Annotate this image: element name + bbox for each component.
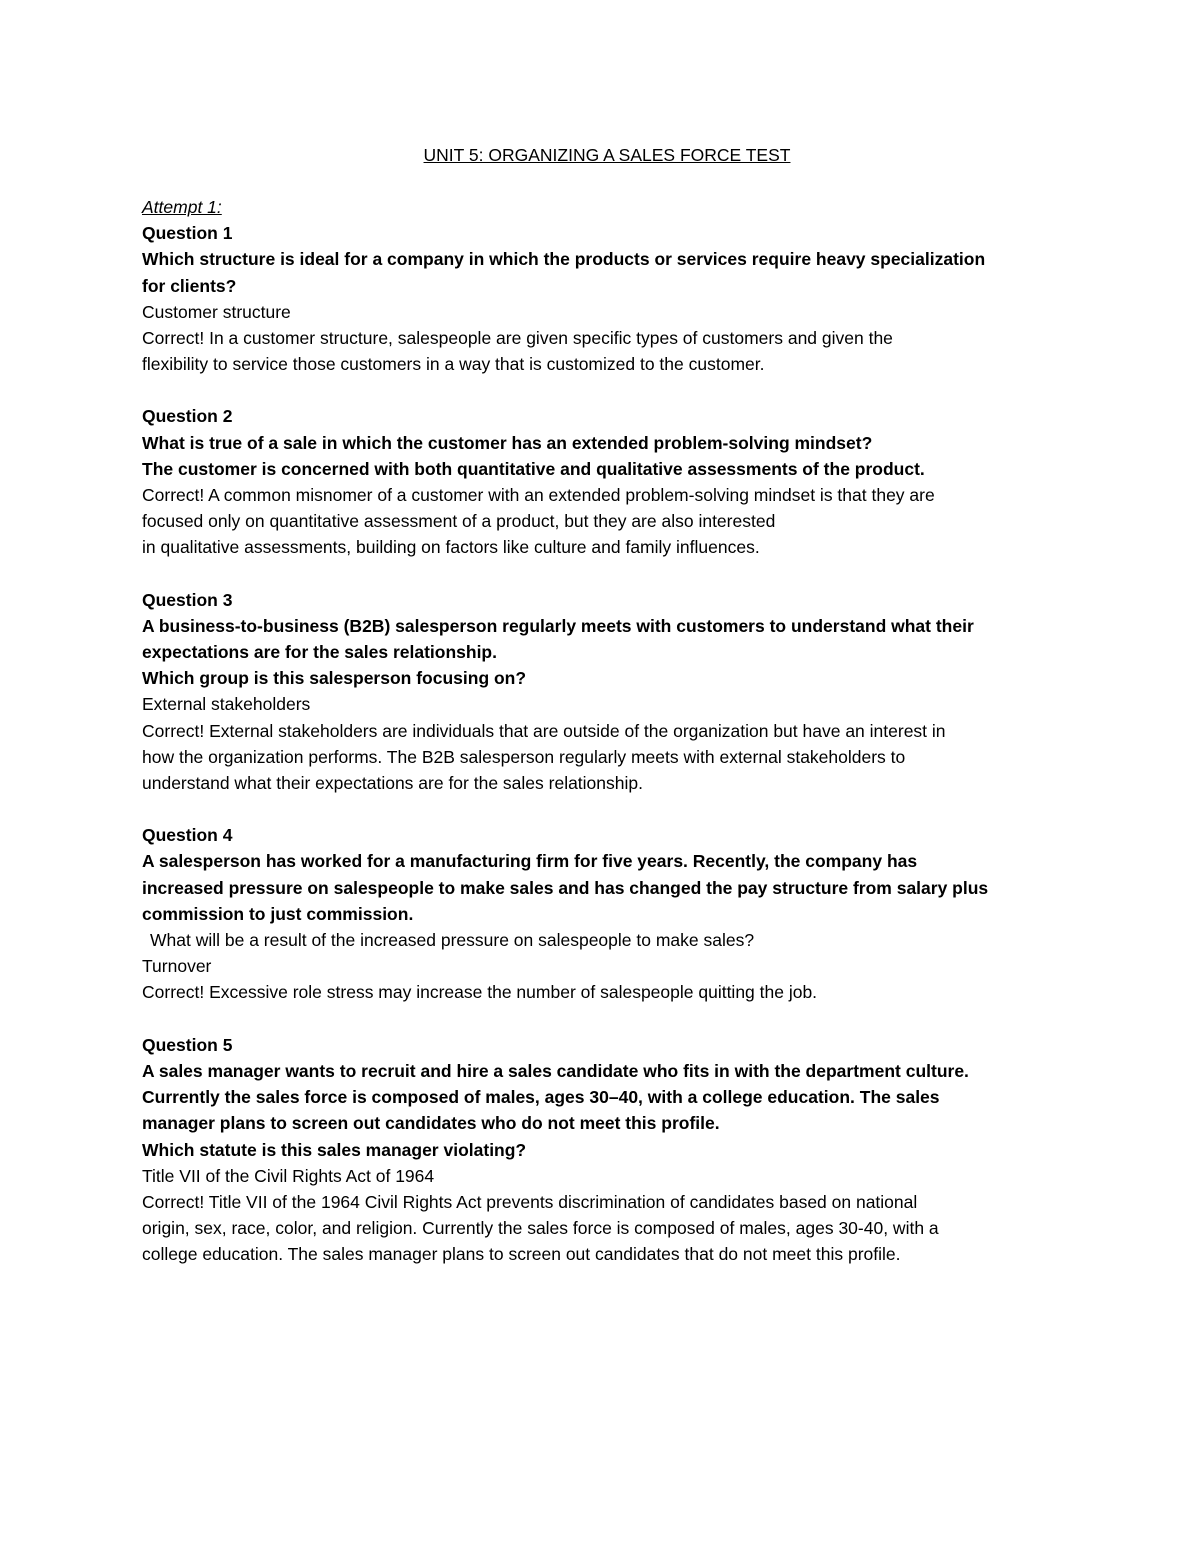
question-prompt-line: manager plans to screen out candidates who do not meet this profile. <box>142 1113 720 1134</box>
question-prompt-line: Currently the sales force is composed of males, ages 30–40, with a college education. The sales <box>142 1087 940 1108</box>
question-prompt-line: expectations are for the sales relationship. <box>142 642 497 663</box>
question-heading: Question 4 <box>142 825 233 846</box>
feedback-line: Correct! A common misnomer of a customer with an extended problem-solving mindset is that they are <box>142 485 935 506</box>
question-prompt-line: increased pressure on salespeople to make sales and has changed the pay structure from salary plus <box>142 877 989 898</box>
question-5 <box>142 1032 1072 1268</box>
question-3 <box>142 587 1072 797</box>
page-title: UNIT 5: ORGANIZING A SALES FORCE TEST <box>423 145 791 165</box>
question-prompt-line: commission to just commission. <box>142 903 414 924</box>
attempt-label: Attempt 1: <box>142 197 222 217</box>
feedback-line: Correct! Excessive role stress may increase the number of salespeople quitting the job. <box>142 982 818 1003</box>
question-heading: Question 2 <box>142 406 233 427</box>
question-heading: Question 5 <box>142 1034 233 1055</box>
answer-text: Customer structure <box>142 301 291 322</box>
feedback-line: college education. The sales manager plans to screen out candidates that do not meet this profile. <box>142 1244 901 1265</box>
feedback-line: Correct! External stakeholders are individuals that are outside of the organization but have an interest in <box>142 720 946 741</box>
feedback-line: flexibility to service those customers in a way that is customized to the customer. <box>142 354 765 375</box>
question-prompt-line: A salesperson has worked for a manufacturing firm for five years. Recently, the company has <box>142 851 918 872</box>
document-page <box>142 140 1072 1268</box>
question-2 <box>142 403 1072 560</box>
feedback-line: in qualitative assessments, building on factors like culture and family influences. <box>142 537 760 558</box>
answer-text: Title VII of the Civil Rights Act of 1964 <box>142 1165 435 1186</box>
question-heading: Question 1 <box>142 223 233 244</box>
question-prompt-line: Which statute is this sales manager violating? <box>142 1139 527 1160</box>
answer-text: External stakeholders <box>142 694 311 715</box>
question-heading: Question 3 <box>142 589 233 610</box>
question-prompt-line: for clients? <box>142 275 237 296</box>
question-prompt-line: A business-to-business (B2B) salesperson regularly meets with customers to understand what their <box>142 615 974 636</box>
question-prompt-line: Which structure is ideal for a company in which the products or services require heavy specialization <box>142 249 986 270</box>
question-prompt-line: A sales manager wants to recruit and hire a sales candidate who fits in with the department culture. <box>142 1060 969 1081</box>
feedback-line: how the organization performs. The B2B salesperson regularly meets with external stakeholders to <box>142 746 906 767</box>
feedback-line: Correct! Title VII of the 1964 Civil Rights Act prevents discrimination of candidates based on national <box>142 1191 918 1212</box>
question-prompt-line: What is true of a sale in which the customer has an extended problem-solving mindset? <box>142 432 873 453</box>
answer-text: Turnover <box>142 956 212 977</box>
question-prompt-line: Which group is this salesperson focusing on? <box>142 668 527 689</box>
sub-question: What will be a result of the increased pressure on salespeople to make sales? <box>150 930 755 951</box>
feedback-line: understand what their expectations are for the sales relationship. <box>142 773 643 794</box>
feedback-line: focused only on quantitative assessment of a product, but they are also interested <box>142 511 776 532</box>
feedback-line: origin, sex, race, color, and religion. Currently the sales force is composed of males, ages 30-40, with a <box>142 1218 939 1239</box>
feedback-line: Correct! In a customer structure, salespeople are given specific types of customers and given the <box>142 328 893 349</box>
question-4 <box>142 822 1072 1005</box>
question-1 <box>142 220 1072 377</box>
question-prompt-line: The customer is concerned with both quantitative and qualitative assessments of the product. <box>142 458 925 479</box>
